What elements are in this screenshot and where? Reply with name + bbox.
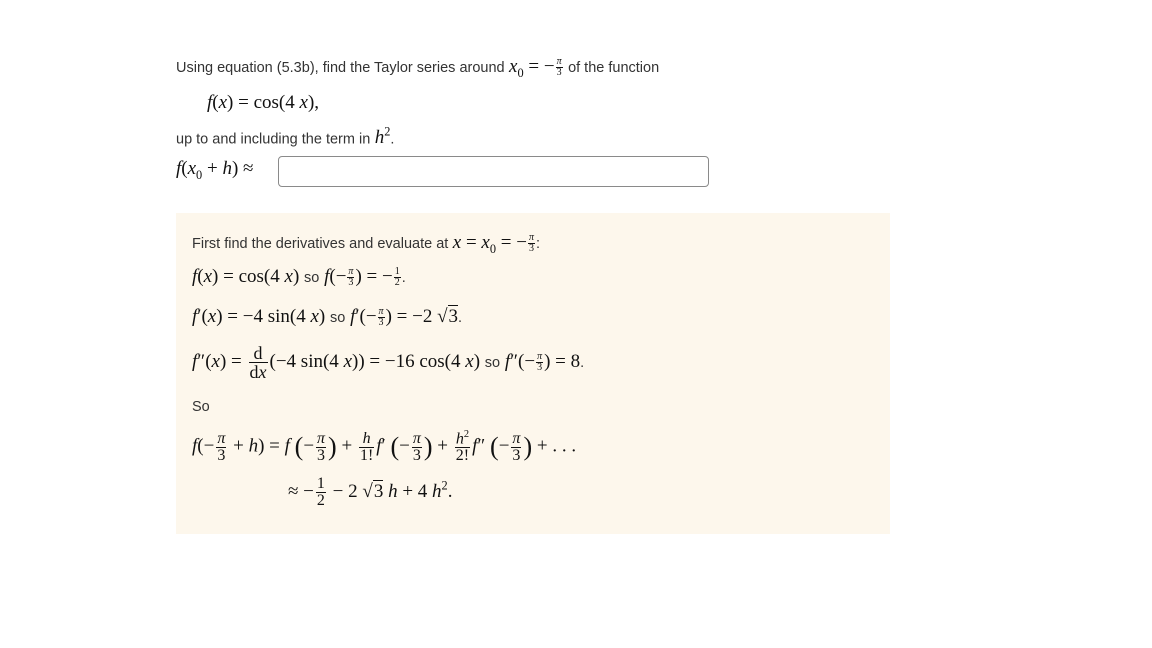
h-squared: $h^2$ bbox=[374, 125, 391, 149]
up-to-text: up to and including the term in bbox=[176, 131, 371, 148]
solution-first-line: First find the derivatives and evaluate at $x = x_0$ = − $\frac{\pi}{3}$ : bbox=[192, 232, 541, 256]
so-text: So bbox=[192, 399, 210, 415]
eval-point: $x = x_0$ = − $\frac{\pi}{3}$ bbox=[452, 232, 534, 256]
so-word: so bbox=[304, 270, 320, 286]
intro-text: Using equation (5.3b), find the Taylor series around bbox=[176, 60, 505, 76]
up-to-line: up to and including the term in $h^2$. bbox=[176, 125, 395, 149]
question-intro bbox=[176, 56, 659, 81]
intro-tail: of the function bbox=[568, 60, 660, 76]
approx-label: $f(x_0 + h)$ ≈ bbox=[176, 158, 254, 182]
so-word: so bbox=[329, 310, 346, 326]
first-text: First find the derivatives and evaluate at bbox=[192, 236, 449, 252]
so-word: so bbox=[484, 354, 501, 371]
function-definition: f(x) = cos(4 x), bbox=[207, 92, 320, 113]
x0-expression: $x_0$ = − $\frac{\pi}{3}$ bbox=[509, 56, 562, 80]
f-line: f(x) = cos(4 x) so f(− $\frac{\pi}{3}$ ) = − $\frac{1}{2}$ . bbox=[192, 266, 406, 289]
so-label bbox=[192, 398, 210, 416]
taylor-expansion: f(− $\frac{\pi}{3}$ + h) = f (− $\frac{\pi}{3}$ ) + $\frac{h}{1!}$ f′ (− $\frac{\pi}{3}$ ) + $\frac{h^2}{2!}$ f″ (− $\frac{\pi}{3}$ ) + . . . bbox=[192, 429, 577, 465]
taylor-result: ≈ − $\frac{1}{2}$ − 2 √3 h + 4 $h^2$. bbox=[288, 475, 453, 509]
f-prime-line: f′(x) = −4 sin(4 x) so f′(− $\frac{\pi}{3}$ ) = −2 √3. bbox=[192, 306, 463, 329]
answer-input[interactable] bbox=[278, 156, 709, 187]
f-double-prime-line: f″(x) = $\frac{d}{dx}$ (−4 sin(4 x)) = −16 cos(4 x) so f″(− $\frac{\pi}{3}$ ) = 8. bbox=[192, 343, 585, 382]
